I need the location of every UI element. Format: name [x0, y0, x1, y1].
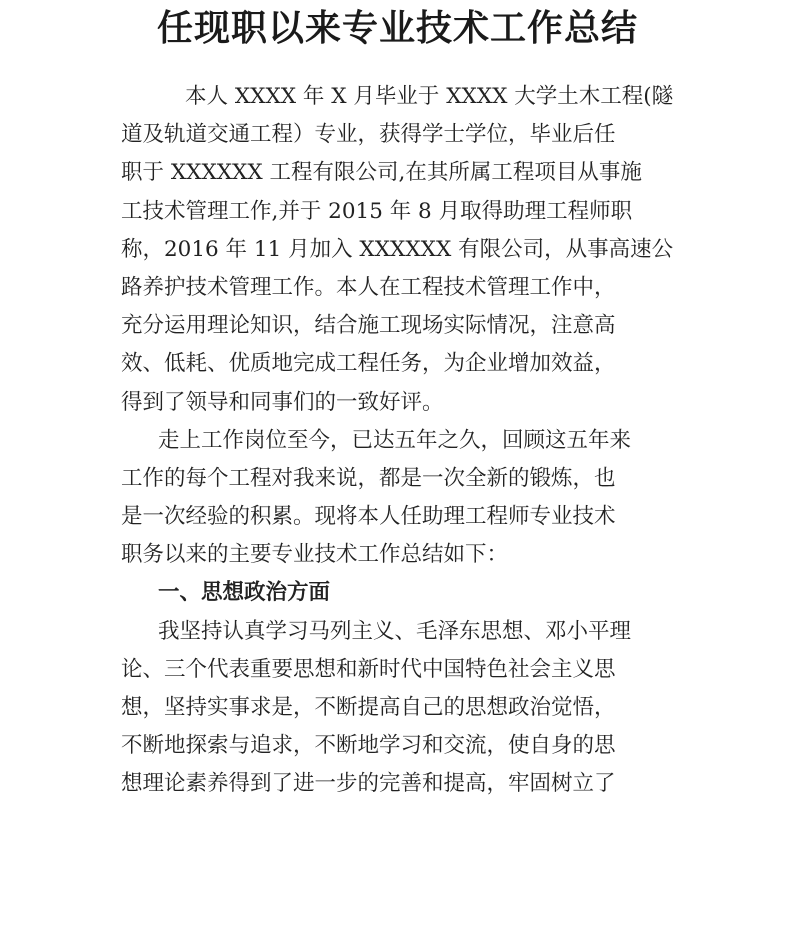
document-body	[121, 78, 681, 804]
paragraph-2-line: 职务以来的主要专业技术工作总结如下：	[121, 542, 509, 568]
paragraph-1-line: 本人 XXXX 年 X 月毕业于 XXXX 大学土木工程(隧	[185, 84, 674, 109]
paragraph-1-line: 称，2016 年 11 月加入 XXXXXX 有限公司，从事高速公	[121, 236, 674, 262]
paragraph-2-line: 工作的每个工程对我来说，都是一次全新的锻炼，也	[121, 465, 616, 491]
paragraph-2-line: 走上工作岗位至今，已达五年之久，回顾这五年来	[158, 427, 632, 453]
paragraph-1-line: 工技术管理工作,并于 2015 年 8 月取得助理工程师职	[121, 198, 633, 224]
paragraph-1-line: 道及轨道交通工程）专业，获得学士学位，毕业后任	[121, 122, 616, 148]
paragraph-1-line: 效、低耗、优质地完成工程任务，为企业增加效益，	[121, 351, 616, 377]
document-title: 任现职以来专业技术工作总结	[156, 8, 638, 49]
paragraph-3-line: 我坚持认真学习马列主义、毛泽东思想、邓小平理	[158, 618, 632, 644]
paragraph-3-line: 不断地探索与追求，不断地学习和交流，使自身的思	[121, 733, 616, 759]
paragraph-3-line: 想，坚持实事求是，不断提高自己的思想政治觉悟，	[121, 695, 616, 720]
paragraph-3-line: 论、三个代表重要思想和新时代中国特色社会主义思	[121, 656, 616, 682]
paragraph-1-line: 得到了领导和同事们的一致好评。	[121, 389, 444, 415]
paragraph-1-line: 充分运用理论知识，结合施工现场实际情况，注意高	[121, 313, 616, 339]
paragraph-3-line: 想理论素养得到了进一步的完善和提高，牢固树立了	[121, 771, 616, 797]
paragraph-1-line: 职于 XXXXXX 工程有限公司,在其所属工程项目从事施	[121, 160, 642, 186]
paragraph-2-line: 是一次经验的积累。现将本人任助理工程师专业技术	[121, 504, 616, 530]
section-1-heading: 一、思想政治方面	[158, 580, 331, 606]
paragraph-1-line: 路养护技术管理工作。本人在工程技术管理工作中，	[121, 274, 616, 300]
